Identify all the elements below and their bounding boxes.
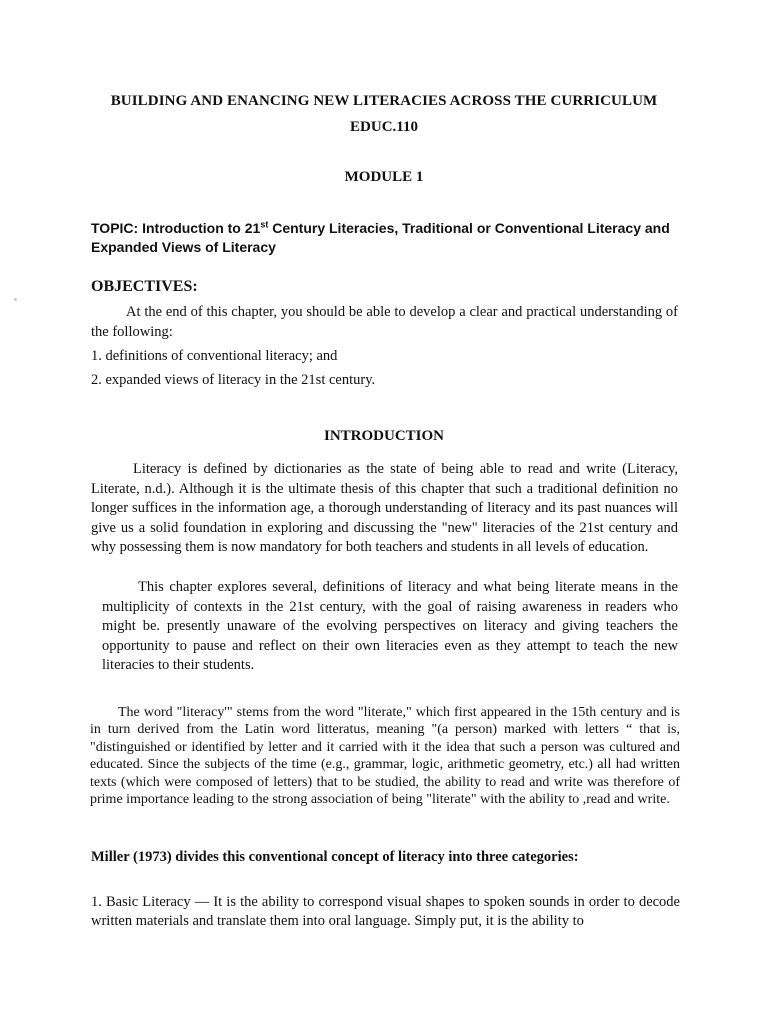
introduction-paragraph-2: This chapter explores several, definitions of literacy and what being literate means in the multiplicity of contexts in the 21st century, with the goal of raising awareness in readers who might be. presently unaware of the evolving perspectives on literacy and giving teachers the opportunity to pause and reflect on their own literacies even as they attempt to teach the new literacies to their students. (102, 579, 678, 673)
margin-mark (14, 298, 17, 301)
miller-heading: Miller (1973) divides this conventional concept of literacy into three categories: (91, 849, 579, 865)
topic-line (91, 219, 681, 257)
objective-item-2: 2. expanded views of literacy in the 21st century. (91, 372, 376, 388)
topic-text-part2: Century Literacies, Traditional or Conventional Literacy and Expanded Views of Literacy (91, 220, 670, 255)
introduction-heading: INTRODUCTION (323, 428, 444, 444)
topic-text-part1: Introduction to 21 (142, 220, 261, 236)
topic-label: TOPIC: (91, 220, 139, 236)
objective-item-1: 1. definitions of conventional literacy; and (91, 348, 338, 364)
objectives-heading: OBJECTIVES: (91, 278, 198, 295)
module-heading: MODULE 1 (344, 169, 424, 185)
topic-superscript: st (260, 219, 269, 230)
course-code: EDUC.110 (350, 119, 418, 135)
basic-literacy-paragraph: 1. Basic Literacy — It is the ability to correspond visual shapes to spoken sounds in order to decode written materials and translate them into oral language. Simply put, it is the ability to (91, 894, 680, 929)
introduction-paragraph-1: Literacy is defined by dictionaries as the state of being able to read and write (Literacy, Literate, n.d.). Although it is the ultimate thesis of this chapter that such a traditional definition no longer suffices in the information age, a thorough understanding of literacy and its past nuances will give us a solid foundation in exploring and discussing the "new" literacies of the 21st century and why possessing them is now mandatory for both teachers and students in all levels of education. (91, 461, 678, 555)
objectives-intro: At the end of this chapter, you should be able to develop a clear and practical understanding of the following: (91, 304, 678, 340)
document-title: BUILDING AND ENANCING NEW LITERACIES ACROSS THE CURRICULUM (110, 93, 658, 109)
introduction-paragraph-3: The word "literacy'" stems from the word "literate," which first appeared in the 15th century and is in turn derived from the Latin word litteratus, meaning "(a person) marked with letters “ that is, "distinguished or identified by letter and it carried with it the idea that such a person was cultured and educated. Since the subjects of the time (e.g., grammar, logic, arithmetic geometry, etc.) all had written texts (which were composed of letters) that to be studied, the ability to read and write was therefore of prime importance leading to the strong association of being "literate" with the ability to ,read and write. (90, 705, 680, 808)
